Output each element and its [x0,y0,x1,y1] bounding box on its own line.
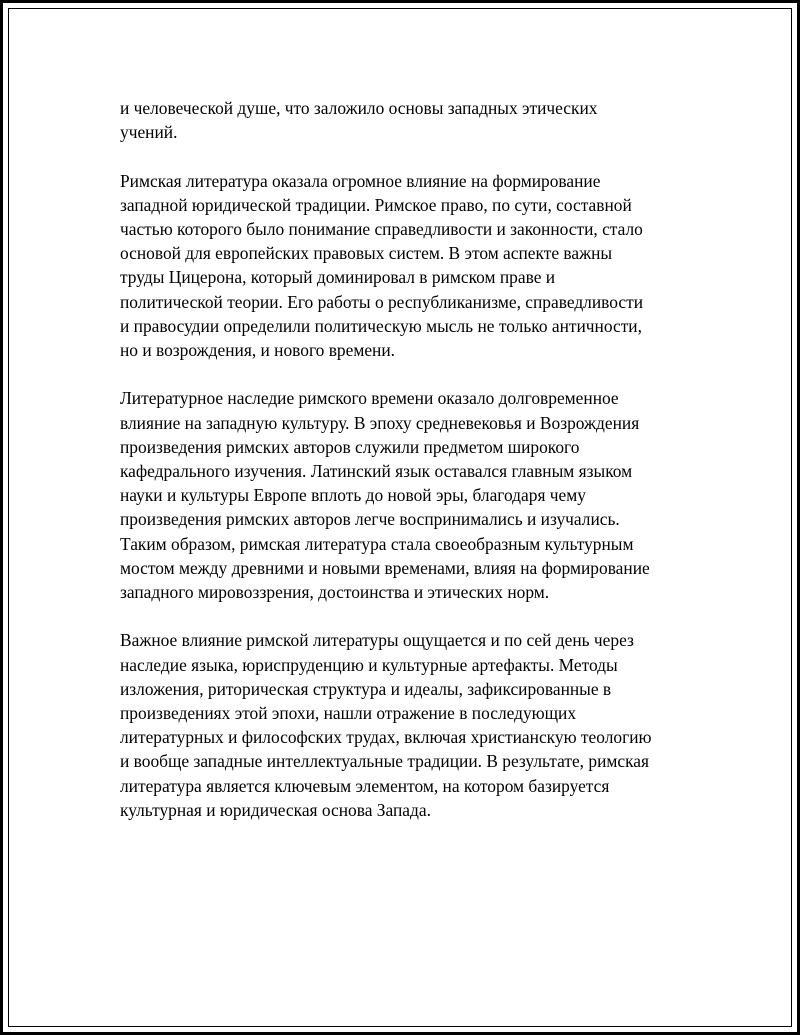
paragraph-2: Римская литература оказала огромное влияние на формирование западной юридической традиции. Римское право, по сути, составной частью которого было понимание справедливости и законности, стало основой для европейских правовых систем. В этом аспекте важны труды Цицерона, который доминировал в римском праве и политической теории. Его работы о республиканизме, справедливости и правосудии определили политическую мысль не только античности, но и возрождения, и нового времени. [120,170,643,361]
paragraph-1: и человеческой душе, что заложило основы западных этических учений. [120,98,598,143]
paragraph-4: Важное влияние римской литературы ощущается и по сей день через наследие языка, юриспруденцию и культурные артефакты. Методы изложения, риторическая структура и идеалы, зафиксированные в произведениях этой эпохи, нашли отражение в последующих литературных и философских трудах, включая христианскую теологию и вообще западные интеллектуальные традиции. В результате, римская литература является ключевым элементом, на котором базируется культурная и юридическая основа Запада. [120,630,652,820]
paragraph-3: Литературное наследие римского времени оказало долговременное влияние на западную культуру. В эпоху средневековья и Возрождения произведения римских авторов служили предметом широкого кафедрального изучения. Латинский язык оставался главным языком науки и культуры Европе вплоть до новой эры, благодаря чему произведения римских авторов легче воспринимались и изучались. Таким образом, римская литература стала своеобразным культурным мостом между древними и новыми временами, влияя на формирование западного мировоззрения, достоинства и этических норм. [120,388,650,603]
document-body [120,96,700,846]
